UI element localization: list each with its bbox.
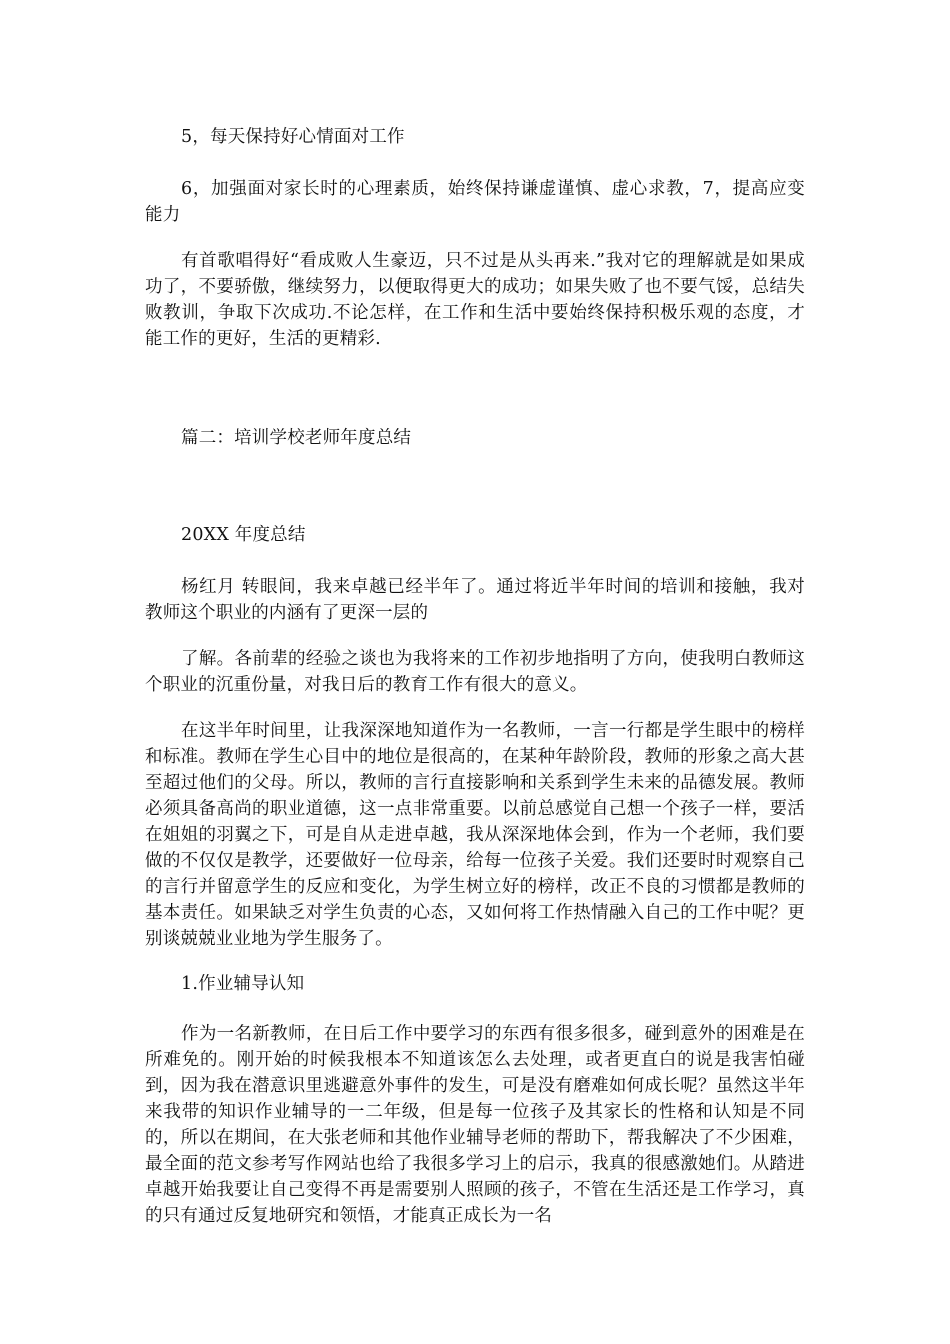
paragraph-understanding: 了解。各前辈的经验之谈也为我将来的工作初步地指明了方向，使我明白教师这个职业的沉重份量，对我日后的教育工作有很大的意义。 <box>145 649 805 695</box>
paragraph-intro: 杨红月 转眼间，我来卓越已经半年了。通过将近半年时间的培训和接触，我对教师这个职业的内涵有了更深一层的 <box>145 577 805 623</box>
summary-title: 20XX 年度总结 <box>181 525 306 545</box>
paragraph-teacher-role: 在这半年时间里，让我深深地知道作为一名教师，一言一行都是学生眼中的榜样和标准。教师在学生心目中的地位是很高的，在某种年龄阶段，教师的形象之高大甚至超过他们的父母。所以，教师的言行直接影响和关系到学生未来的品德发展。教师必须具备高尚的职业道德，这一点非常重要。以前总感觉自己想一个孩子一样，要活在姐姐的羽翼之下，可是自从走进卓越，我从深深地体会到，作为一个老师，我们要做的不仅仅是教学，还要做好一位母亲，给每一位孩子关爱。我们还要时时观察自己的言行并留意学生的反应和变化，为学生树立好的榜样，改正不良的习惯都是教师的基本责任。如果缺乏对学生负责的心态，又如何将工作热情融入自己的工作中呢？更别谈兢兢业业地为学生服务了。 <box>145 721 805 949</box>
subheading-homework-tutoring: 1.作业辅导认知 <box>181 974 305 994</box>
section-heading: 篇二：培训学校老师年度总结 <box>181 428 412 448</box>
paragraph-song-reflection: 有首歌唱得好“看成败人生豪迈，只不过是从头再来.”我对它的理解就是如果成功了，不要骄傲，继续努力，以便取得更大的成功；如果失败了也不要气馁，总结失败教训，争取下次成功.不论怎样，在工作和生活中要始终保持积极乐观的态度，才能工作的更好，生活的更精彩. <box>145 251 805 349</box>
paragraph-item-5: 5，每天保持好心情面对工作 <box>181 127 405 147</box>
paragraph-new-teacher: 作为一名新教师，在日后工作中要学习的东西有很多很多，碰到意外的困难是在所难免的。刚开始的时候我根本不知道该怎么去处理，或者更直白的说是我害怕碰到，因为我在潜意识里逃避意外事件的发生，可是没有磨难如何成长呢？虽然这半年来我带的知识作业辅导的一二年级，但是每一位孩子及其家长的性格和认知是不同的，所以在期间，在大张老师和其他作业辅导老师的帮助下，帮我解决了不少困难，最全面的范文参考写作网站也给了我很多学习上的启示，我真的很感激她们。从踏进卓越开始我要让自己变得不再是需要别人照顾的孩子，不管在生活还是工作学习，真的只有通过反复地研究和领悟，才能真正成长为一名 <box>145 1024 805 1226</box>
paragraph-items-6-7: 6，加强面对家长时的心理素质，始终保持谦虚谨慎、虚心求教，7，提高应变能力 <box>145 179 805 225</box>
